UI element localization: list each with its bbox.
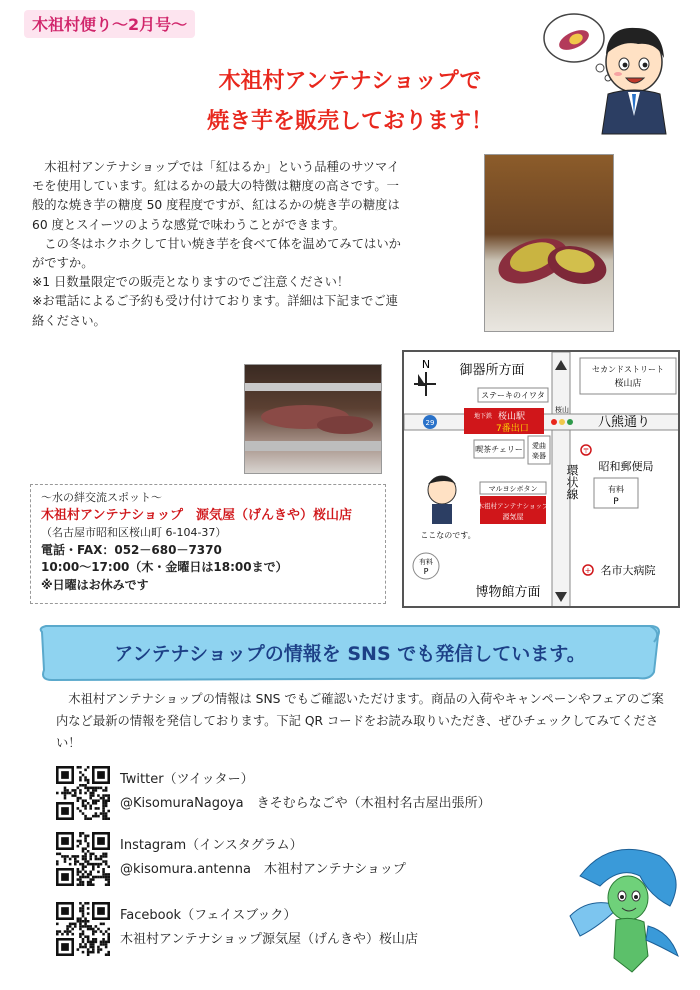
shop-access-map — [402, 350, 680, 608]
sweet-potato-photo — [484, 154, 614, 332]
map-label-yakuma: 八熊通り — [597, 415, 651, 430]
shop-hours: 10:00〜17:00（木・金曜日は18:00まで） — [41, 560, 288, 574]
sns-banner-text-wrap — [38, 624, 662, 682]
map-label-music-1: 愛曲 — [532, 442, 546, 450]
sns-name-facebook: Facebook（フェイスブック） — [120, 908, 297, 923]
map-route-number: 29 — [425, 419, 435, 427]
headline-line-2: 焼き芋を販売しております！ — [206, 109, 493, 134]
map-north-label: N — [421, 358, 431, 371]
map-label-second-street-store: 桜山店 — [614, 379, 642, 389]
qr-code-instagram-icon[interactable] — [56, 832, 110, 886]
shop-phone: 電話・FAX：052－680－7370 — [41, 542, 222, 557]
newsletter-issue-tag: 木祖村便り〜2月号〜 — [24, 10, 195, 38]
map-label-music-2: 楽器 — [532, 452, 546, 460]
map-label-exit: 7番出口 — [496, 424, 529, 434]
map-label-sakurayama: 桜山 — [555, 406, 569, 414]
map-label-second-street: セカンドストリート — [592, 365, 664, 374]
map-label-steak: ステーキのイワタ — [481, 391, 545, 400]
map-label-hospital: 名市大病院 — [600, 564, 656, 577]
roasting-machine-photo — [244, 364, 382, 474]
sns-handle-twitter: @KisomuraNagoya きそむらなごや（木祖村名古屋出張所） — [120, 796, 491, 811]
sns-handle-instagram: @kisomura.antenna 木祖村アンテナショップ — [120, 862, 406, 877]
qr-code-twitter-icon[interactable] — [56, 766, 110, 820]
map-label-parking-p: P — [613, 497, 619, 507]
map-label-gokisho: 御器所方面 — [459, 363, 525, 378]
svg-text:+: + — [584, 566, 592, 575]
map-label-kanjo: 環状線 — [565, 464, 579, 500]
sns-item-twitter — [56, 766, 616, 826]
headline-line-1: 木祖村アンテナショップで — [218, 69, 482, 94]
map-label-cafe: 喫茶チェリー — [475, 445, 523, 454]
map-label-station: 桜山駅 — [498, 412, 526, 422]
sns-handle-facebook: 木祖村アンテナショップ源気屋（げんきや）桜山店 — [120, 932, 418, 947]
article-paragraph: 木祖村アンテナショップでは「紅はるか」という品種のサツマイモを使用しています。紅はるかの最大の特徴は糖度の高さです。一般的な焼き芋の糖度 50 度程度ですが、紅はるかの焼き芋の糖度は 60 度とスイーツのような感覚で味わうことができます。 — [32, 160, 400, 232]
map-label-parking: 有料 — [608, 485, 624, 494]
shop-closed-day: ※日曜はお休みです — [41, 577, 149, 592]
sns-name-instagram: Instagram（インスタグラム） — [120, 838, 303, 853]
sns-name-twitter: Twitter（ツイッター） — [120, 772, 254, 787]
svg-text:〒: 〒 — [582, 447, 590, 455]
map-label-here: ここなのです。 — [420, 531, 476, 540]
sns-intro: 木祖村アンテナショップの情報は SNS でもご確認いただけます。商品の入荷やキャンペーンやフェアのご案内など最新の情報を発信しております。下記 QR コードをお読み取りいただき、ぜひチェックしてみてください！ — [56, 692, 664, 750]
map-label-museum: 博物館方面 — [475, 585, 541, 600]
article-paragraph: この冬はホクホクして甘い焼き芋を食べて体を温めてみてはいかがですか。 — [32, 236, 401, 271]
sns-banner-text: アンテナショップの情報を SNS でも発信しています。 — [114, 643, 586, 665]
map-label-shop: 木祖村アンテナショップ — [477, 502, 549, 510]
sns-item-facebook — [56, 902, 616, 962]
map-label-post-office: 昭和郵便局 — [598, 460, 654, 473]
map-label-maruyoshi: マルヨシボタン — [488, 485, 538, 493]
article-body — [32, 158, 410, 331]
article-note: ※1 日数量限定での販売となりますのでご注意ください！ — [32, 275, 350, 290]
shop-address: （名古屋市昭和区桜山町 6-104-37） — [41, 526, 227, 539]
map-label-parking-2: 有料 — [419, 558, 433, 566]
north-arrow-icon — [414, 358, 436, 396]
shop-info-label: 〜水の絆交流スポット〜 — [41, 491, 162, 504]
mascot-boy-illustration — [538, 6, 678, 136]
map-label-parking-p-2: P — [423, 567, 429, 576]
article-note: ※お電話によるご予約も受け付けております。詳細は下記までご連絡ください。 — [32, 294, 398, 328]
shop-info-box — [30, 484, 386, 604]
water-mascot-illustration — [560, 836, 690, 976]
map-label-subway: 地下鉄 — [474, 413, 493, 420]
map-label-shop-genkiya: 源気屋 — [502, 513, 524, 521]
sns-item-instagram — [56, 832, 616, 892]
qr-code-facebook-icon[interactable] — [56, 902, 110, 956]
shop-name: 木祖村アンテナショップ 源気屋（げんきや）桜山店 — [41, 507, 352, 523]
